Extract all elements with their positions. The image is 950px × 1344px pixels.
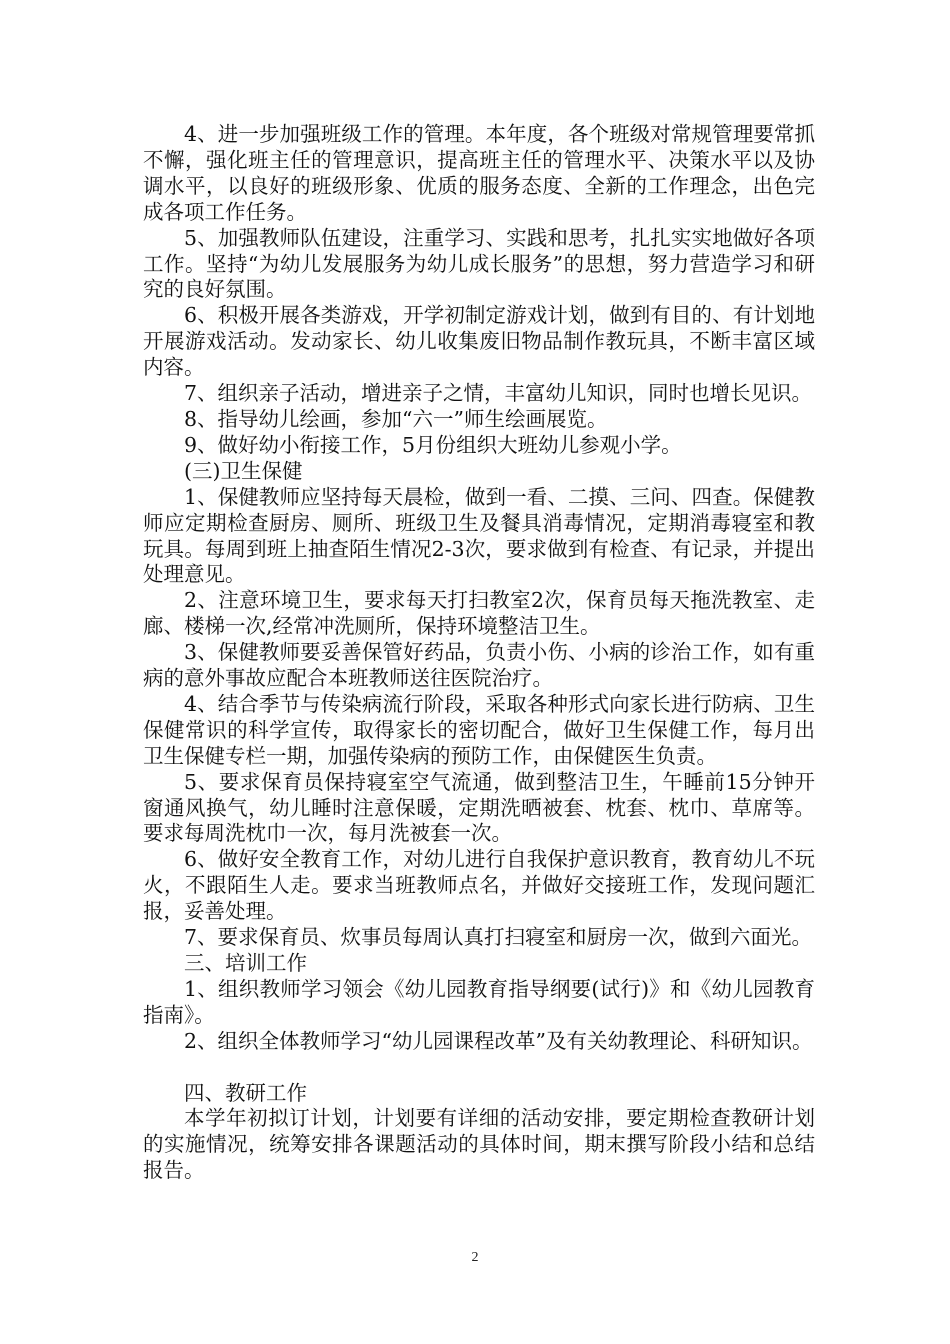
paragraph: 本学年初拟订计划，计划要有详细的活动安排，要定期检查教研计划的实施情况，统筹安排各课题活动的具体时间，期末撰写阶段小结和总结报告。 xyxy=(143,1106,815,1183)
paragraph: 4、结合季节与传染病流行阶段，采取各种形式向家长进行防病、卫生保健常识的科学宣传，取得家长的密切配合，做好卫生保健工作，每月出卫生保健专栏一期，加强传染病的预防工作，由保健医生负责。 xyxy=(143,691,815,768)
paragraph: 7、要求保育员、炊事员每周认真打扫寝室和厨房一次，做到六面光。 xyxy=(184,925,813,950)
paragraph: 2、注意环境卫生，要求每天打扫教室2次，保育员每天拖洗教室、走廊、楼梯一次,经常冲洗厕所，保持环境整洁卫生。 xyxy=(143,588,815,639)
paragraph: 6、做好安全教育工作，对幼儿进行自我保护意识教育，教育幼儿不玩火，不跟陌生人走。要求当班教师点名，并做好交接班工作，发现问题汇报，妥善处理。 xyxy=(143,847,815,924)
paragraph: 7、组织亲子活动，增进亲子之情，丰富幼儿知识，同时也增长见识。 xyxy=(184,381,813,406)
page-number: 2 xyxy=(471,1250,479,1265)
paragraph: 四、教研工作 xyxy=(184,1080,307,1105)
paragraph: 6、积极开展各类游戏，开学初制定游戏计划，做到有目的、有计划地开展游戏活动。发动家长、幼儿收集废旧物品制作教玩具，不断丰富区域内容。 xyxy=(143,303,815,380)
paragraph: 5、要求保育员保持寝室空气流通，做到整洁卫生，午睡前15分钟开窗通风换气，幼儿睡时注意保暖，定期洗晒被套、枕套、枕巾、草席等。要求每周洗枕巾一次，每月洗被套一次。 xyxy=(143,769,815,846)
document-body xyxy=(143,122,815,1184)
paragraph: 5、加强教师队伍建设，注重学习、实践和思考，扎扎实实地做好各项工作。坚持“为幼儿发展服务为幼儿成长服务”的思想，努力营造学习和研究的良好氛围。 xyxy=(143,225,815,302)
paragraph: (三)卫生保健 xyxy=(184,458,303,483)
paragraph: 8、指导幼儿绘画，参加“六一”师生绘画展览。 xyxy=(184,406,608,431)
paragraph: 1、保健教师应坚持每天晨检，做到一看、二摸、三问、四查。保健教师应定期检查厨房、厕所、班级卫生及餐具消毒情况，定期消毒寝室和教玩具。每周到班上抽查陌生情况2-3次，要求做到有检查、有记录，并提出处理意见。 xyxy=(143,484,815,587)
paragraph: 1、组织教师学习领会《幼儿园教育指导纲要(试行)》和《幼儿园教育指南》。 xyxy=(143,976,815,1027)
blank-line xyxy=(143,1055,815,1081)
paragraph: 9、做好幼小衔接工作，5月份组织大班幼儿参观小学。 xyxy=(184,432,682,457)
paragraph: 3、保健教师要妥善保管好药品，负责小伤、小病的诊治工作，如有重病的意外事故应配合本班教师送往医院治疗。 xyxy=(143,640,815,691)
paragraph: 三、培训工作 xyxy=(184,951,307,975)
paragraph: 4、进一步加强班级工作的管理。本年度，各个班级对常规管理要常抓不懈，强化班主任的管理意识，提高班主任的管理水平、决策水平以及协调水平，以良好的班级形象、优质的服务态度、全新的工作理念，出色完成各项工作任务。 xyxy=(143,122,815,224)
paragraph: 2、组织全体教师学习“幼儿园课程改革”及有关幼教理论、科研知识。 xyxy=(184,1028,813,1053)
